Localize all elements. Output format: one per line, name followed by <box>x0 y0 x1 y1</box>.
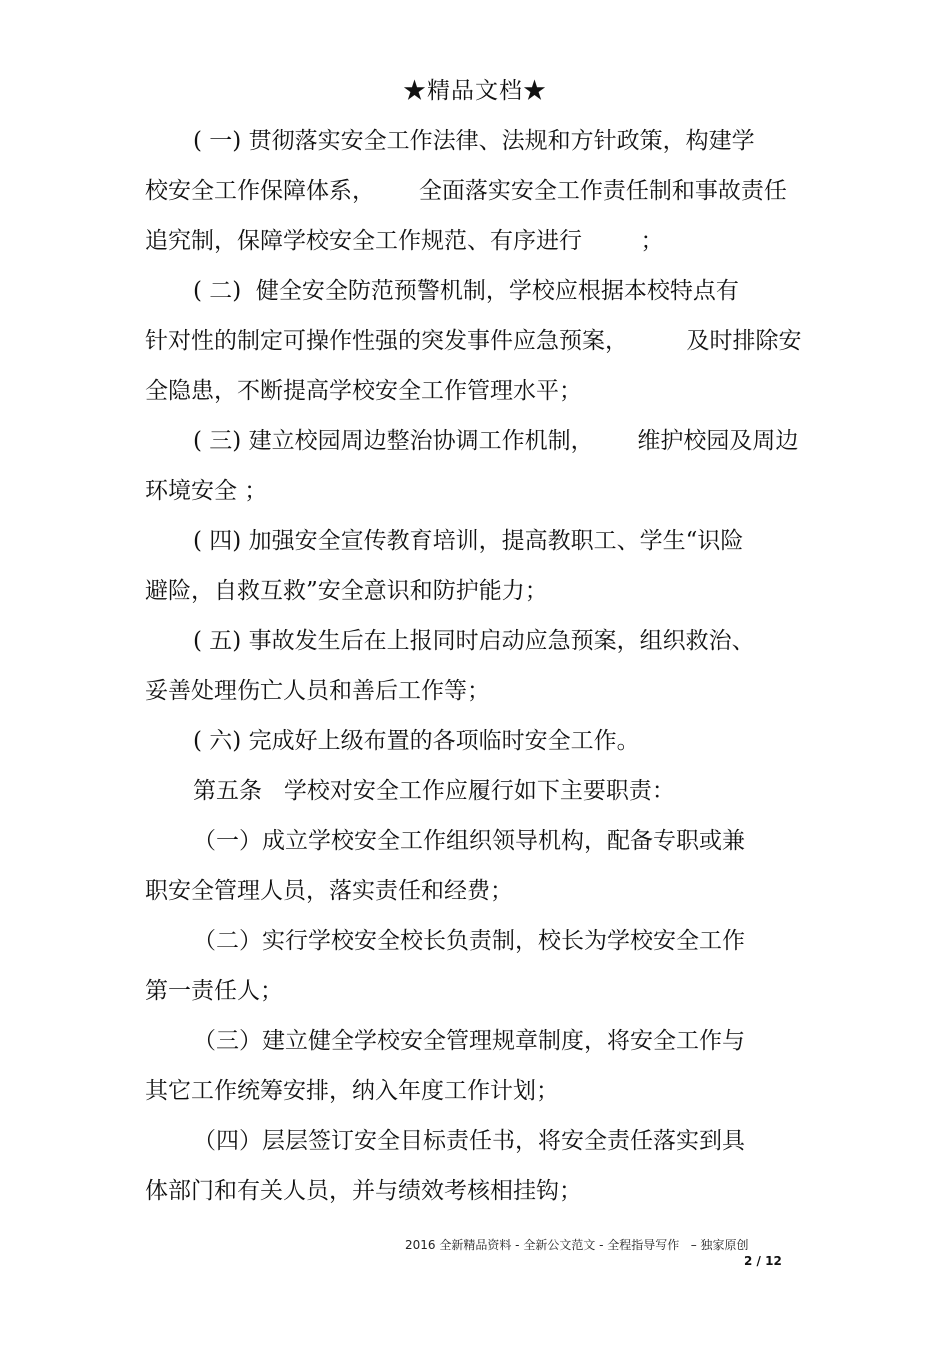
text-line: ( 二) 健全安全防范预警机制，学校应根据本校特点有 <box>193 278 739 304</box>
text-line: 全隐患，不断提高学校安全工作管理水平； <box>145 378 582 404</box>
text-line: ( 一) 贯彻落实安全工作法律、法规和方针政策，构建学 <box>193 128 755 154</box>
page-footer: 2016 全新精品资料 - 全新公文范文 - 全程指导写作 – 独家原创 <box>405 1238 749 1252</box>
page-header: ★精品文档★ <box>403 78 547 104</box>
text-line: 环境安全 ； <box>145 478 268 504</box>
text-line: 追究制，保障学校安全工作规范、有序进行 ； <box>145 228 664 254</box>
text-line: 第一责任人； <box>145 978 283 1004</box>
text-line: ( 四) 加强安全宣传教育培训，提高教职工、学生“识险 <box>193 528 744 554</box>
text-line: 针对性的制定可操作性强的突发事件应急预案， 及时排除安 <box>145 328 802 354</box>
text-line: 妥善处理伤亡人员和善后工作等； <box>145 678 490 704</box>
text-line: ( 五) 事故发生后在上报同时启动应急预案，组织救治、 <box>193 628 755 654</box>
text-line: ( 六) 完成好上级布置的各项临时安全工作。 <box>193 728 640 754</box>
text-line: 职安全管理人员，落实责任和经费； <box>145 878 513 904</box>
text-line: （二）实行学校安全校长负责制，校长为学校安全工作 <box>193 928 745 954</box>
text-line: 校安全工作保障体系， 全面落实安全工作责任制和事故责任 <box>145 178 787 204</box>
text-line: 避险，自救互救”安全意识和防护能力； <box>145 578 548 604</box>
text-line: （一）成立学校安全工作组织领导机构，配备专职或兼 <box>193 828 745 854</box>
text-line: 其它工作统筹安排，纳入年度工作计划； <box>145 1078 559 1104</box>
article-heading: 第五条 学校对安全工作应履行如下主要职责： <box>193 778 675 804</box>
text-line: 体部门和有关人员，并与绩效考核相挂钩； <box>145 1178 582 1204</box>
text-line: ( 三) 建立校园周边整治协调工作机制， 维护校园及周边 <box>193 428 799 454</box>
text-line: （三）建立健全学校安全管理规章制度，将安全工作与 <box>193 1028 745 1054</box>
page-number: 2 / 12 <box>744 1254 782 1268</box>
text-line: （四）层层签订安全目标责任书，将安全责任落实到具 <box>193 1128 745 1154</box>
